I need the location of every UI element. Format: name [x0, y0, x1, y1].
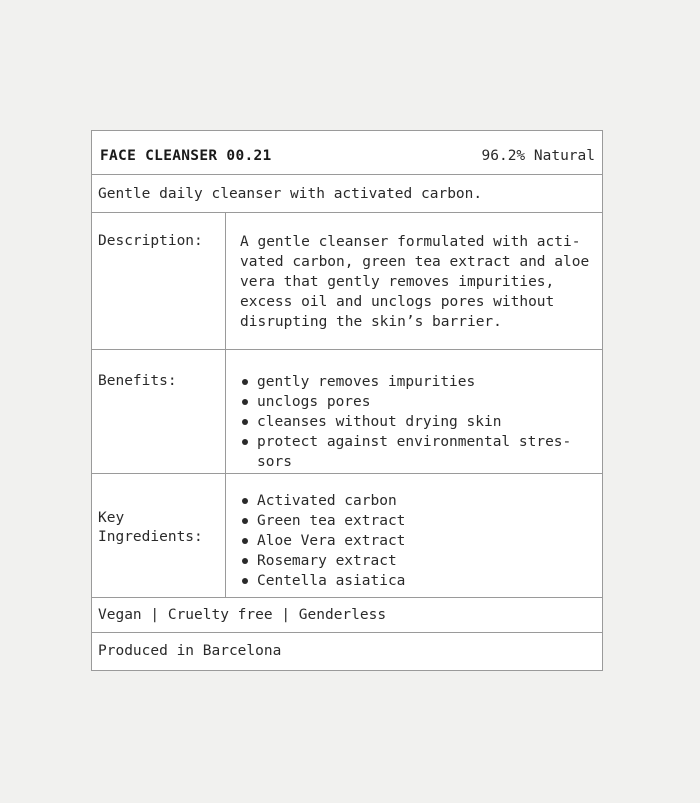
- divider: [92, 212, 602, 213]
- benefit-item: gently removes impurities: [240, 372, 596, 392]
- description-text: [240, 232, 596, 332]
- ingredients-label-text: Key Ingredients:: [98, 510, 203, 545]
- product-origin: Produced in Barcelona: [98, 643, 282, 659]
- ingredient-item: Centella asiatica: [240, 571, 596, 591]
- natural-percentage: 96.2% Natural: [481, 148, 595, 164]
- ingredient-item: Aloe Vera extract: [240, 531, 596, 551]
- ingredients-label: [98, 490, 223, 547]
- product-label-card: [91, 130, 603, 671]
- benefit-item: protect against environmental stres-sors: [240, 432, 596, 472]
- benefits-list: [240, 372, 596, 472]
- ingredients-list: [240, 491, 596, 591]
- divider: [92, 349, 602, 350]
- divider: [92, 174, 602, 175]
- product-name: FACE CLEANSER 00.21: [100, 148, 272, 164]
- benefit-item: unclogs pores: [240, 392, 596, 412]
- ingredient-item: Rosemary extract: [240, 551, 596, 571]
- ingredient-item: Activated carbon: [240, 491, 596, 511]
- benefits-label: Benefits:: [98, 373, 177, 389]
- description-label: Description:: [98, 233, 203, 249]
- divider: [92, 597, 602, 598]
- column-divider: [225, 213, 226, 597]
- divider: [92, 632, 602, 633]
- description-body: A gentle cleanser formulated with acti-vated carbon, green tea extract and aloe vera that gently removes impurities, excess oil and unclogs pores without disrupting the skin’s barrier.: [240, 234, 590, 330]
- ingredient-item: Green tea extract: [240, 511, 596, 531]
- product-tagline: Gentle daily cleanser with activated carbon.: [98, 186, 483, 202]
- benefit-item: cleanses without drying skin: [240, 412, 596, 432]
- product-attributes: Vegan | Cruelty free | Genderless: [98, 607, 387, 623]
- divider: [92, 473, 602, 474]
